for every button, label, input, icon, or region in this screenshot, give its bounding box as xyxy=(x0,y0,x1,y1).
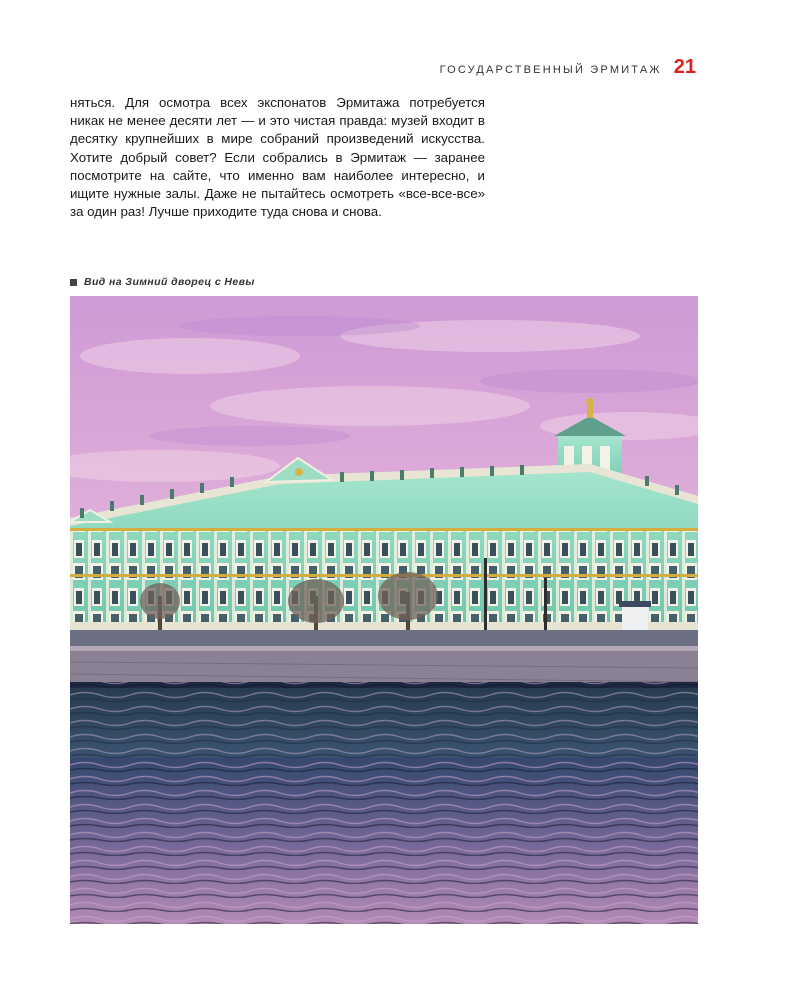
caption-square-icon xyxy=(70,279,77,286)
running-header xyxy=(440,56,696,79)
winter-palace-photo xyxy=(70,296,698,924)
body-text xyxy=(70,94,485,221)
page-number: 21 xyxy=(673,56,696,78)
section-title: ГОСУДАРСТВЕННЫЙ ЭРМИТАЖ xyxy=(439,64,662,76)
caption-text: Вид на Зимний дворец с Невы xyxy=(84,276,255,288)
figure-caption xyxy=(70,276,255,288)
body-paragraph: няться. Для осмотра всех экспонатов Эрмитажа потребуется никак не менее десяти лет — и это чистая правда: музей входит в десятку крупнейших в мире собраний произведений искусства. Хотите добрый совет? Если собрались в Эрмитаж — заранее посмотрите на сайте, что именно вам наиболее интересно, и ищите нужные залы. Даже не пытайтесь осмотреть «все-все-все» за один раз! Лучше приходите туда снова и снова. xyxy=(70,95,485,220)
